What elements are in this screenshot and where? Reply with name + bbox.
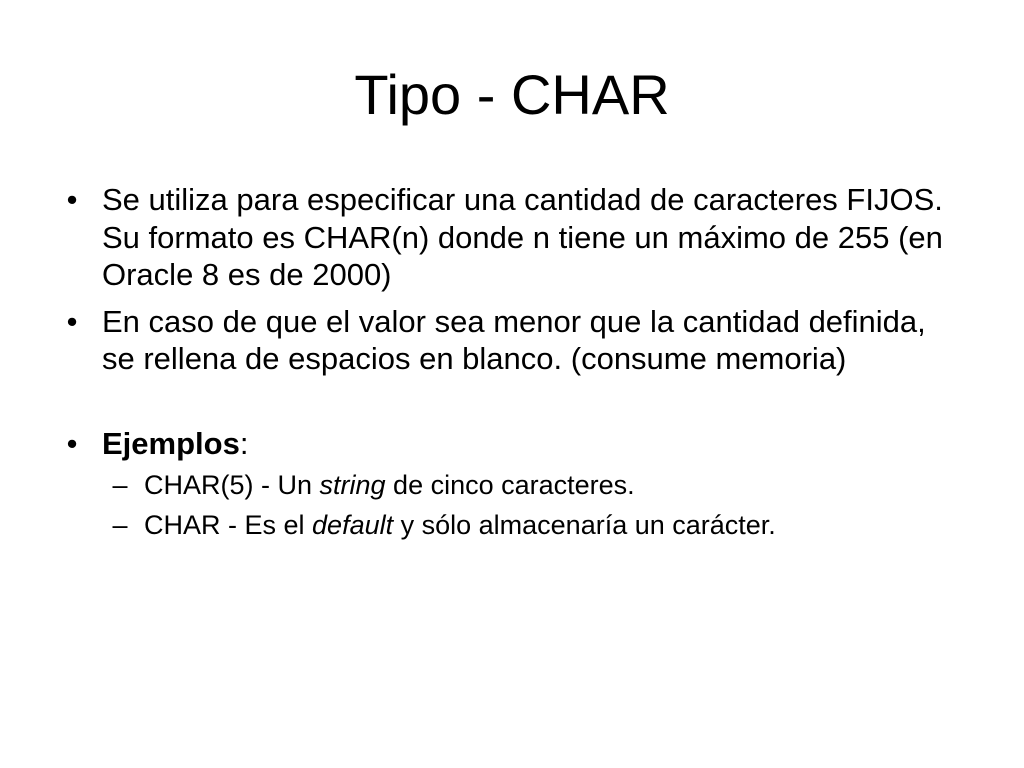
- sub-bullet-text: CHAR(5) - Un: [144, 470, 320, 500]
- sub-bullet-text: CHAR - Es el: [144, 510, 313, 540]
- sub-bullet-item: [102, 505, 960, 545]
- bullet-text: En caso de que el valor sea menor que la cantidad definida, se rellena de espacios en blanco. (consume memoria): [102, 303, 926, 376]
- sub-bullet-marker: –: [112, 470, 128, 500]
- sub-bullet-item: [102, 465, 960, 505]
- sub-bullet-emphasis: default: [312, 510, 394, 540]
- bullet-marker: •: [66, 303, 78, 339]
- sub-bullet-marker: –: [112, 510, 128, 540]
- bullet-marker: •: [66, 182, 78, 217]
- bullet-list: [60, 181, 960, 545]
- sub-bullet-text: de cinco caracteres.: [385, 470, 635, 500]
- bullet-heading-suffix: :: [239, 425, 249, 461]
- bullet-heading: Ejemplos: [102, 425, 240, 461]
- bullet-item: [60, 181, 960, 294]
- sub-bullet-emphasis: string: [319, 470, 386, 500]
- bullet-marker: •: [66, 425, 78, 461]
- bullet-item: [60, 303, 960, 378]
- bullet-text: Se utiliza para especificar una cantidad de caracteres FIJOS. Su formato es CHAR(n) donde n tiene un máximo de 255 (en Oracle 8 es de 2000): [102, 182, 943, 292]
- slide-title: Tipo - CHAR: [354, 63, 670, 126]
- sub-bullet-text: y sólo almacenaría un carácter.: [393, 510, 776, 540]
- bullet-item: [60, 425, 960, 463]
